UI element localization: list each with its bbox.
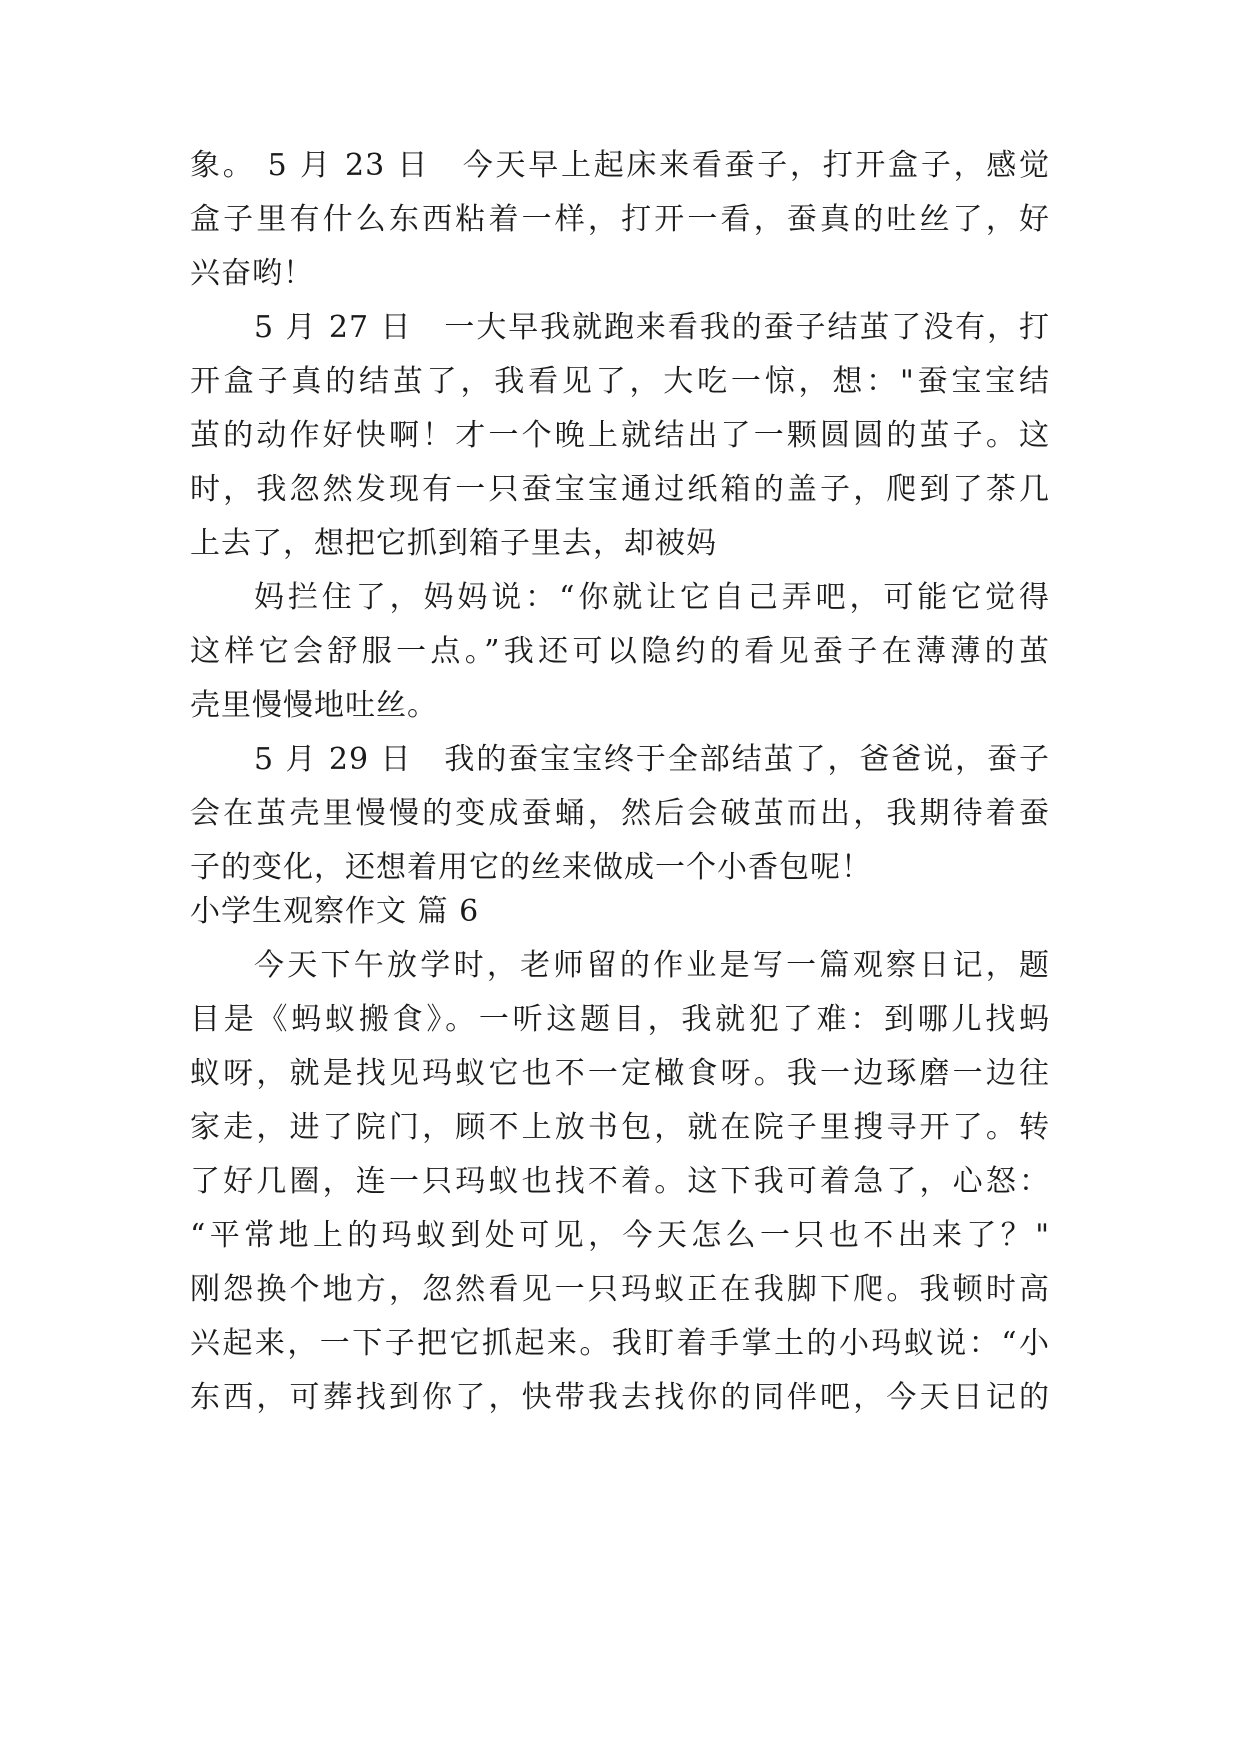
text-line: 这样它会舒服一点。”我还可以隐约的看见蚕子在薄薄的茧 xyxy=(190,634,1050,669)
text-line: 今天下午放学时，老师留的作业是写一篇观察日记，题 xyxy=(254,948,1050,983)
text-line: 东西，可葬找到你了，快带我去找你的同伴吧，今天日记的 xyxy=(190,1380,1050,1415)
text-line: 5 月 27 日 一大早我就跑来看我的蚕子结茧了没有，打 xyxy=(254,310,1050,345)
text-line: 5 月 29 日 我的蚕宝宝终于全部结茧了，爸爸说，蚕子 xyxy=(254,742,1050,777)
text-line: 上去了，想把它抓到箱子里去，却被妈 xyxy=(190,526,717,561)
text-line: 兴起来，一下子把它抓起来。我盯着手掌土的小玛蚁说：“小 xyxy=(190,1326,1050,1361)
text-line: 了好几圈，连一只玛蚁也找不着。这下我可着急了，心怒： xyxy=(190,1164,1050,1199)
text-line: 时，我忽然发现有一只蚕宝宝通过纸箱的盖子，爬到了茶几 xyxy=(190,472,1050,507)
text-line: 茧的动作好快啊！才一个晚上就结出了一颗圆圆的茧子。这 xyxy=(190,418,1050,453)
text-line: “平常地上的玛蚁到处可见，今天怎么一只也不出来了？" xyxy=(190,1218,1050,1253)
text-line: 盒子里有什么东西粘着一样，打开一看，蚕真的吐丝了，好 xyxy=(190,202,1050,237)
text-line: 家走，进了院门，顾不上放书包，就在院子里搜寻开了。转 xyxy=(190,1110,1050,1145)
text-line: 开盒子真的结茧了，我看见了，大吃一惊，想："蚕宝宝结 xyxy=(190,364,1050,399)
text-line: 兴奋哟！ xyxy=(190,256,314,291)
text-line: 刚怨换个地方，忽然看见一只玛蚁正在我脚下爬。我顿时高 xyxy=(190,1272,1050,1307)
text-line: 子的变化，还想着用它的丝来做成一个小香包呢！ xyxy=(190,850,872,885)
text-line: 壳里慢慢地吐丝。 xyxy=(190,688,438,723)
section-heading: 小学生观察作文 篇 6 xyxy=(190,894,480,929)
text-line: 目是《蚂蚁搬食》。一听这题目，我就犯了难：到哪儿找蚂 xyxy=(190,1002,1050,1037)
text-line: 会在茧壳里慢慢的变成蚕蛹，然后会破茧而出，我期待着蚕 xyxy=(190,796,1050,831)
text-line: 妈拦住了，妈妈说：“你就让它自己弄吧，可能它觉得 xyxy=(254,580,1050,615)
text-line: 象。 5 月 23 日 今天早上起床来看蚕子，打开盒子，感觉 xyxy=(190,148,1050,183)
text-line: 蚁呀，就是找见玛蚁它也不一定橄食呀。我一边琢磨一边往 xyxy=(190,1056,1050,1091)
